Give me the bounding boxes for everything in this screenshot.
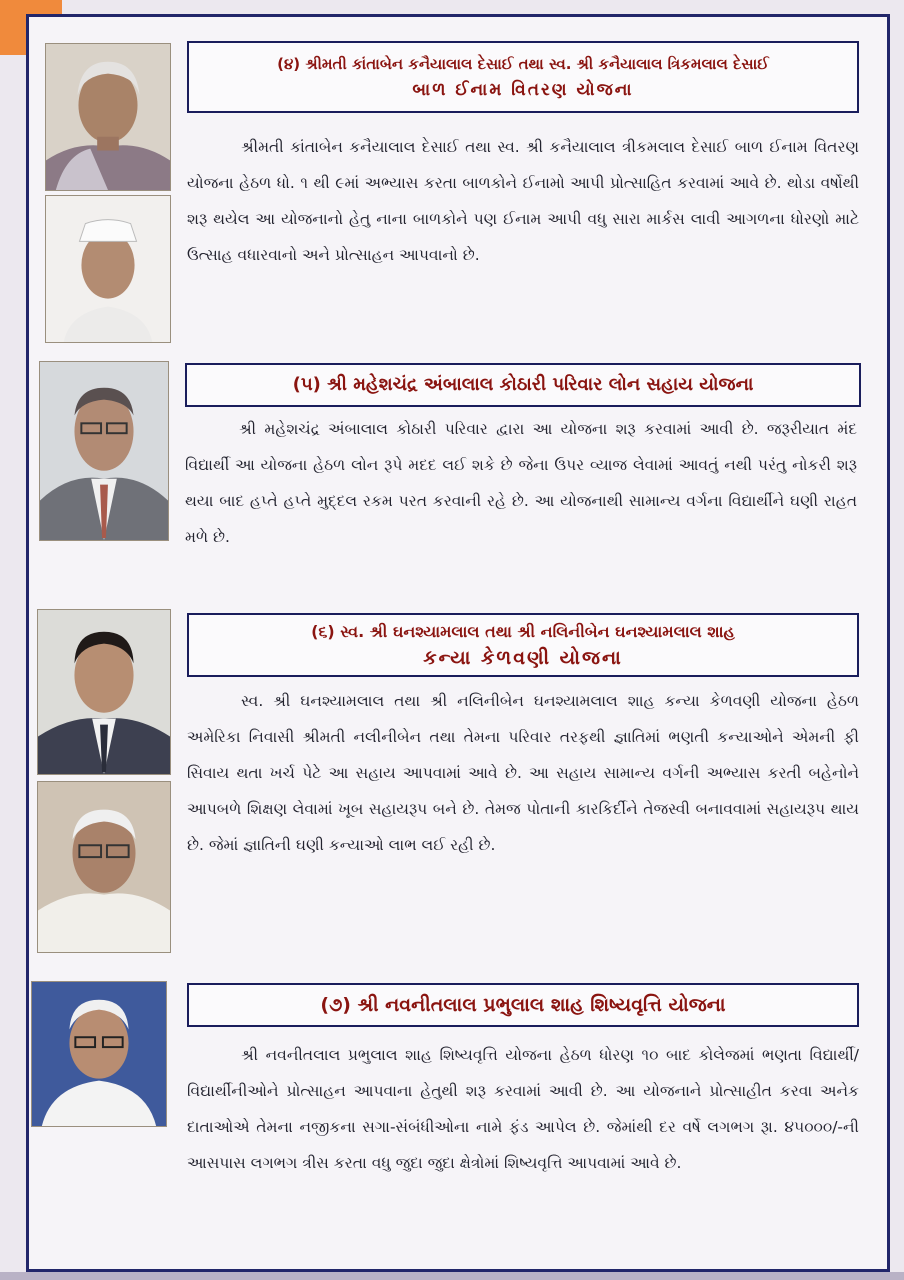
portrait-man-white-hair <box>31 981 167 1127</box>
section-4-title-box <box>187 41 859 113</box>
section-6-title-line2: કન્યા કેળવણી યોજના <box>423 647 623 669</box>
section-5-body: શ્રી મહેશચંદ્ર અંબાલાલ કોઠારી પરિવાર દ્વારા આ યોજના શરૂ કરવામાં આવી છે. જરૂરીયાત મંદ વિદ્યાર્થી આ યોજના હેઠળ લોન રૂપે મદદ લઈ શકે છે જેના ઉપર વ્યાજ લેવામાં આવતું નથી પરંતુ નોકરી શરૂ થયા બાદ હપ્તે હપ્તે મુદ્દલ રકમ પરત કરવાની રહે છે. આ યોજનાથી સામાન્ય વર્ગના વિદ્યાર્થીને ઘણી રાહત મળે છે. <box>185 420 857 546</box>
section-5-title: (૫) શ્રી મહેશચંદ્ર અંબાલાલ કોઠારી પરિવાર લોન સહાય યોજના <box>292 374 754 395</box>
section-7-body: શ્રી નવનીતલાલ પ્રભુલાલ શાહ શિષ્યવૃત્તિ યોજના હેઠળ ધોરણ ૧૦ બાદ કોલેજમાં ભણતા વિદ્યાર્થી/વિદ્યાર્થીનીઓને પ્રોત્સાહન આપવાના હેતુથી શરૂ કરવામાં આવી છે. આ યોજનાને પ્રોત્સાહીત કરવા અનેક દાતાઓએ તેમના નજીકના સગા-સંબંધીઓના નામે ફંડ આપેલ છે. જેમાંથી દર વર્ષે લગભગ રૂા. ૪૫૦૦૦/-ની આસપાસ લગભગ ત્રીસ કરતા વધુ જુદા જુદા ક્ષેત્રોમાં શિષ્યવૃત્તિ આપવામાં આવે છે. <box>187 1046 859 1172</box>
page-frame <box>26 14 890 1272</box>
portrait-woman-elderly <box>45 43 171 191</box>
bottom-edge <box>0 1272 904 1280</box>
portrait-man-elderly-glasses <box>37 781 171 953</box>
portrait-man-gandhi-cap <box>45 195 171 343</box>
section-6-title-box <box>187 613 859 677</box>
section-7-title: (૭) શ્રી નવનીતલાલ પ્રભુલાલ શાહ શિષ્યવૃત્તિ યોજના <box>320 994 726 1016</box>
section-4-body: શ્રીમતી કાંતાબેન કનૈયાલાલ દેસાઈ તથા સ્વ. શ્રી કનૈયાલાલ ત્રીકમલાલ દેસાઈ બાળ ઈનામ વિતરણ યોજના હેઠળ ધો. ૧ થી ૯માં અભ્યાસ કરતા બાળકોને ઈનામો આપી પ્રોત્સાહિત કરવામાં આવે છે. થોડા વર્ષોથી શરૂ થયેલ આ યોજનાનો હેતુ નાના બાળકોને પણ ઈનામ આપી વધુ સારા માર્કસ લાવી આગળના ધોરણો માટે ઉત્સાહ વધારવાનો અને પ્રોત્સાહન આપવાનો છે. <box>187 138 859 264</box>
section-4-title-line1: (૪) શ્રીમતી કાંતાબેન કનૈયાલાલ દેસાઈ તથા સ્વ. શ્રી કનૈયાલાલ ત્રિકમલાલ દેસાઈ <box>277 55 769 73</box>
section-6-title-line1: (૬) સ્વ. શ્રી ઘનશ્યામલાલ તથા શ્રી નલિનીબેન ઘનશ્યામલાલ શાહ <box>311 622 735 641</box>
section-7-title-box <box>187 983 859 1027</box>
portrait-man-glasses-suit <box>39 361 169 541</box>
section-6-body: સ્વ. શ્રી ઘનશ્યામલાલ તથા શ્રી નલિનીબેન ઘનશ્યામલાલ શાહ કન્યા કેળવણી યોજના હેઠળ અમેરિકા નિવાસી શ્રીમતી નલીનીબેન તથા તેમના પરિવાર તરફથી જ્ઞાતિમાં ભણતી કન્યાઓને એમની ફી સિવાય થતા ખર્ચ પેટે આ સહાય આપવામાં આવે છે. આ સહાય સામાન્ય વર્ગની અભ્યાસ કરતી બહેનોને આપબળે શિક્ષણ લેવામાં ખૂબ સહાયરૂપ બને છે. તેમજ પોતાની કારકિર્દીને તેજસ્વી બનાવવામાં સહાયરૂપ થાય છે. જેમાં જ્ઞાતિની ઘણી કન્યાઓ લાભ લઈ રહી છે. <box>187 692 859 854</box>
section-4-title-line2: બાળ ઈનામ વિતરણ યોજના <box>412 80 634 100</box>
section-5-title-box <box>185 363 861 407</box>
portrait-man-young-suit <box>37 609 171 775</box>
